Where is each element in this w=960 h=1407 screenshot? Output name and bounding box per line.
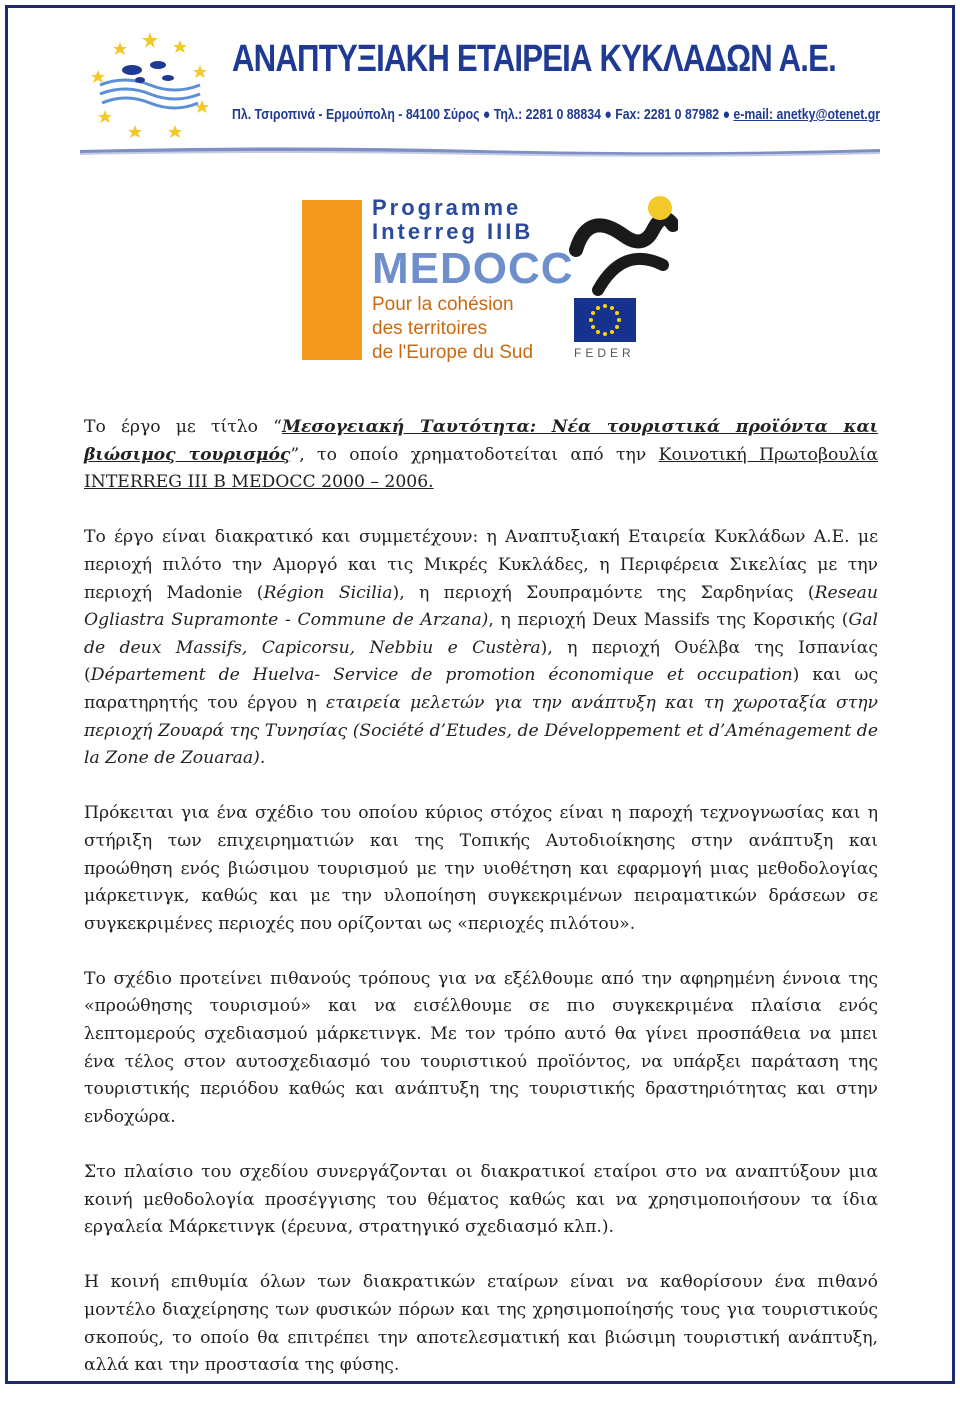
paragraph-2: Το έργο είναι διακρατικό και συμμετέχουν: η Αναπτυξιακή Εταιρεία Κυκλάδων Α.Ε. με περιοχή πιλότο την Αμοργό και τις Μικρές Κυκλάδες, η Περιφέρεια Σικελίας με την περιοχή Madonie (Région Sicilia), η περιοχή Σουπραμόντε της Σαρδηνίας (Reseau Ogliastra Supramonte - Commune de Arzana), η περιοχή Deux Massifs της Κορσικής (Gal de deux Massifs, Capicorsu, Nebbiu e Custèra), η περιοχή Ουέλβα της Ισπανίας (Département de Huelva- Service de promotion économique et occupation) και ως παρατηρητής του έργου η εταιρεία μελετών για την ανάπτυξη και τη χωροταξία στην περιοχή Ζουαρά της Τυνησίας (Société d’Etudes, de Développement et d’Aménagement de la Zone de Zouaraa). — [84, 527, 878, 769]
medocc-label: MEDOCC — [372, 244, 574, 293]
cyclades-logo-icon — [80, 30, 220, 140]
paragraph-4: Το σχέδιο προτείνει πιθανούς τρόπους για να εξέλθουμε από την αφηρημένη έννοια της «προώθησης τουρισμού» και να εισέλθουμε σε πιο συγκεκριμένα πλαίσια ενός λεπτομερούς σχεδιασμού μάρκετινγκ. Με τον τρόπο αυτό θα γίνει προσπάθεια να μπει ένα τέλος στον αυτοσχεδιασμό του τουριστικού προϊόντος, να υπάρξει παράταση της τουριστικής περιόδου καθώς και ανάπτυξη της τουριστικής δραστηριότητας και στην ενδοχώρα. — [84, 968, 878, 1127]
email-link[interactable]: e-mail: anetky@otenet.gr — [733, 106, 881, 123]
address: Πλ. Τσιροπινά - Ερμούπολη - 84100 Σύρος — [232, 106, 480, 123]
eu-flag-icon — [574, 298, 636, 342]
paragraph-1: Το έργο με τίτλο “Μεσογειακή Ταυτότητα: Νέα τουριστικά προϊόντα και βιώσιμος τουρισμός”, το οποίο χρηματοδοτείται από την Κοινοτική Πρωτοβουλία INTERREG III B MEDOCC 2000 – 2006. — [84, 417, 879, 493]
paragraph-5: Στο πλαίσιο του σχεδίου συνεργάζονται οι διακρατικοί εταίροι στο να αναπτύξουν μια κοινή μεθοδολογία προσέγγισης του θέματος καθώς και να χρησιμοποιήσουν τα ίδια εργαλεία Μάρκετινγκ (έρευνα, στρατηγικό σχεδιασμό κλπ.). — [84, 1162, 878, 1238]
paragraph-6: Η κοινή επιθυμία όλων των διακρατικών εταίρων είναι να καθορίσουν ένα πιθανό μοντέλο διαχείρησης των φυσικών πόρων και της χρησιμοποίησής τους για τουριστικούς σκοπούς, το οποίο θα επιτρέπει την αποτελεσματική και βιώσιμη τουριστική ανάπτυξη, αλλά και την προστασία της φύσης. — [84, 1272, 878, 1376]
bullet-icon: ● — [604, 106, 616, 123]
slogan-line-2: des territoires — [372, 318, 488, 339]
slogan-line-1: Pour la cohésion — [372, 294, 514, 315]
contact-line — [232, 106, 881, 123]
medocc-programme-logo — [302, 190, 682, 365]
feder-label: FEDER — [574, 346, 635, 360]
funding-program: Κοινοτική Πρωτοβουλία INTERREG III B MEDOCC 2000 – 2006. — [84, 444, 879, 493]
letterhead — [80, 30, 880, 160]
phone: Τηλ.: 2281 0 88834 — [493, 106, 601, 123]
project-title: Μεσογειακή Ταυτότητα: Νέα τουριστικά προϊόντα και βιώσιμος τουρισμός — [84, 417, 879, 465]
programme-label: Programme — [372, 195, 522, 220]
interreg-label: Interreg IIIB — [372, 219, 534, 244]
paragraph-3: Πρόκειται για ένα σχέδιο του οποίου κύριος στόχος είναι η παροχή τεχνογνωσίας και η στήριξη των επιχειρηματιών και της Τοπικής Αυτοδιοίκησης στην ανάπτυξη και προώθηση ενός βιώσιμου τουρισμού με την υιοθέτηση και εφαρμογή μιας μεθοδολογίας μάρκετινγκ, καθώς και με την υλοποίηση συγκεκριμένων πειραματικών δράσεων σε συγκεκριμένες περιοχές που ορίζονται ως «περιοχές πιλότου». — [84, 803, 878, 934]
bullet-icon: ● — [482, 106, 494, 123]
slogan-line-3: de l'Europe du Sud — [372, 342, 534, 363]
bullet-icon: ● — [722, 106, 734, 123]
orange-bar — [302, 200, 362, 360]
sun-wave-icon — [568, 190, 678, 300]
document-body — [84, 414, 878, 1407]
fax: Fax: 2281 0 87982 — [615, 106, 720, 123]
letterhead-divider — [80, 145, 880, 159]
company-name: ΑΝΑΠΤΥΞΙΑΚΗ ΕΤΑΙΡΕΙΑ ΚΥΚΛΑΔΩΝ Α.Ε. — [232, 38, 836, 80]
